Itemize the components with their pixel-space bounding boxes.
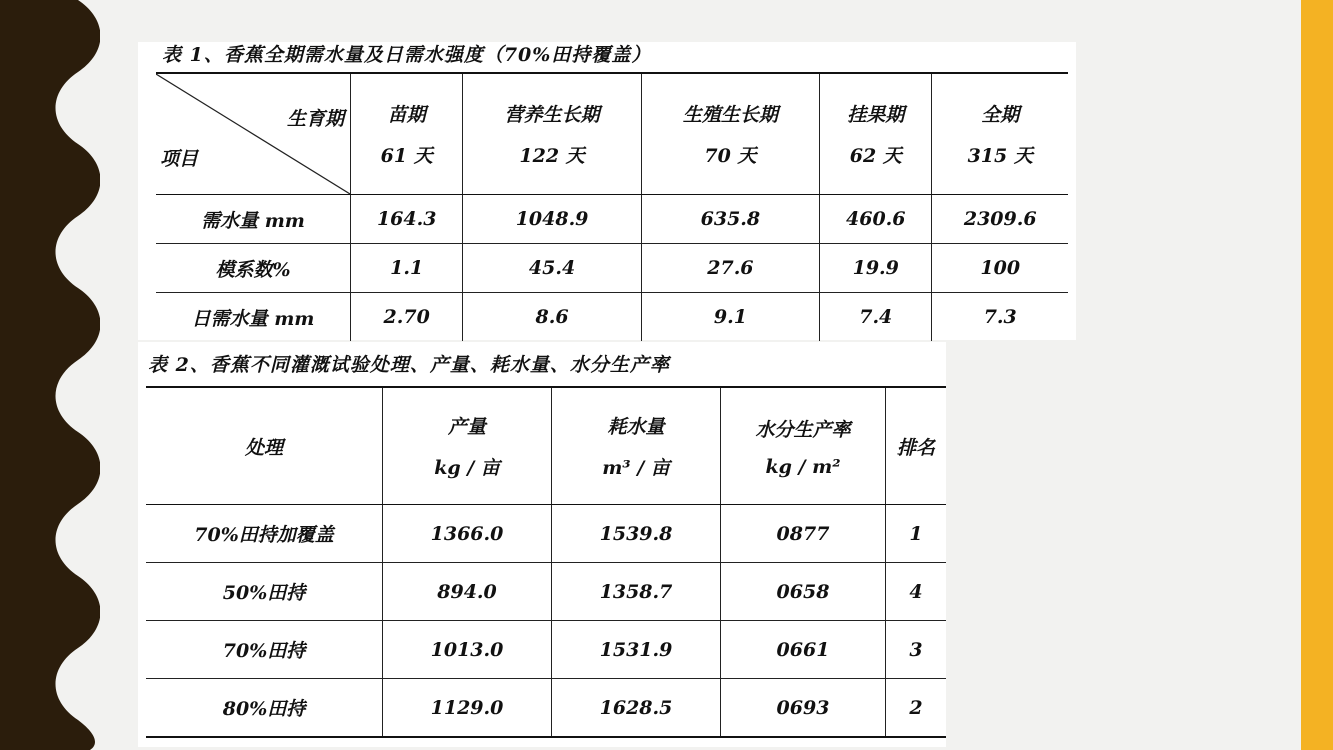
table1-image — [138, 42, 1076, 340]
table-row — [156, 293, 1068, 342]
accent-right-band — [1301, 0, 1333, 750]
table-row — [146, 621, 946, 679]
table-cell: 1013.0 — [383, 621, 552, 679]
table2-image — [138, 342, 946, 747]
header-cell — [641, 73, 819, 195]
table-cell: 7.4 — [820, 293, 932, 342]
table-cell: 0877 — [721, 505, 886, 563]
table-cell: 1.1 — [351, 244, 463, 293]
table-cell: 1539.8 — [552, 505, 721, 563]
header-label: 耗水量 — [607, 416, 665, 438]
table-cell: 8.6 — [463, 293, 641, 342]
stage-days: 122 天 — [519, 145, 585, 167]
stage-name: 挂果期 — [847, 104, 905, 126]
stage-name: 生殖生长期 — [682, 104, 778, 126]
header-cell — [383, 387, 552, 505]
table-row — [156, 244, 1068, 293]
row-label: 模系数% — [156, 244, 351, 293]
treatment-label: 70%田持加覆盖 — [146, 505, 383, 563]
header-cell — [721, 387, 886, 505]
table-cell: 164.3 — [351, 195, 463, 244]
table-cell: 45.4 — [463, 244, 641, 293]
table-header-row — [156, 73, 1068, 195]
table2-caption: 表 2、香蕉不同灌溉试验处理、产量、耗水量、水分生产率 — [148, 354, 670, 376]
table-cell: 0661 — [721, 621, 886, 679]
table-cell: 635.8 — [641, 195, 819, 244]
row-label: 需水量 mm — [156, 195, 351, 244]
corner-cell — [156, 73, 351, 195]
table-cell: 2.70 — [351, 293, 463, 342]
table-cell: 1129.0 — [383, 679, 552, 738]
treatment-label: 70%田持 — [146, 621, 383, 679]
table-row — [146, 679, 946, 738]
table-cell: 4 — [886, 563, 947, 621]
stage-days: 61 天 — [380, 145, 433, 167]
header-unit: kg / m² — [765, 455, 841, 478]
stage-days: 62 天 — [849, 145, 902, 167]
header-cell — [463, 73, 641, 195]
header-cell — [932, 73, 1068, 195]
table-cell: 1628.5 — [552, 679, 721, 738]
water-demand-table — [156, 72, 1068, 341]
table-cell: 1366.0 — [383, 505, 552, 563]
header-label: 水分生产率 — [755, 418, 851, 441]
stage-days: 70 天 — [704, 145, 757, 167]
table-cell: 27.6 — [641, 244, 819, 293]
header-label: 处理 — [244, 436, 283, 459]
stage-days: 315 天 — [967, 145, 1033, 167]
table-cell: 1048.9 — [463, 195, 641, 244]
table-cell: 3 — [886, 621, 947, 679]
table-row — [146, 563, 946, 621]
irrigation-trial-table — [146, 386, 946, 738]
stage-name: 营养生长期 — [504, 104, 600, 126]
diagonal-line — [156, 74, 350, 194]
header-cell — [820, 73, 932, 195]
table-row — [156, 195, 1068, 244]
table-cell: 2309.6 — [932, 195, 1068, 244]
corner-bottom-label: 项目 — [160, 148, 199, 170]
header-label: 排名 — [896, 436, 935, 459]
table-cell: 1 — [886, 505, 947, 563]
header-cell — [351, 73, 463, 195]
table-cell: 19.9 — [820, 244, 932, 293]
treatment-label: 50%田持 — [146, 563, 383, 621]
table-cell: 1358.7 — [552, 563, 721, 621]
table-cell: 2 — [886, 679, 947, 738]
header-unit: m³ / 亩 — [602, 457, 670, 479]
table-row — [146, 505, 946, 563]
treatment-label: 80%田持 — [146, 679, 383, 738]
wavy-left-band — [0, 0, 100, 750]
table-cell: 894.0 — [383, 563, 552, 621]
table-cell: 100 — [932, 244, 1068, 293]
header-cell — [886, 387, 947, 505]
header-unit: kg / 亩 — [434, 457, 500, 479]
row-label: 日需水量 mm — [156, 293, 351, 342]
header-cell — [146, 387, 383, 505]
table-cell: 7.3 — [983, 306, 1017, 328]
corner-top-label: 生育期 — [286, 108, 344, 130]
header-cell — [552, 387, 721, 505]
stage-name: 全期 — [981, 104, 1020, 126]
table-cell: 0693 — [721, 679, 886, 738]
table-cell: 0658 — [721, 563, 886, 621]
table-cell: 9.1 — [641, 293, 819, 342]
table1-caption: 表 1、香蕉全期需水量及日需水强度（70%田持覆盖） — [162, 44, 652, 66]
table-cell: 1531.9 — [552, 621, 721, 679]
stage-name: 苗期 — [387, 104, 426, 126]
table-header-row — [146, 387, 946, 505]
header-label: 产量 — [447, 416, 486, 438]
table-cell: 460.6 — [820, 195, 932, 244]
